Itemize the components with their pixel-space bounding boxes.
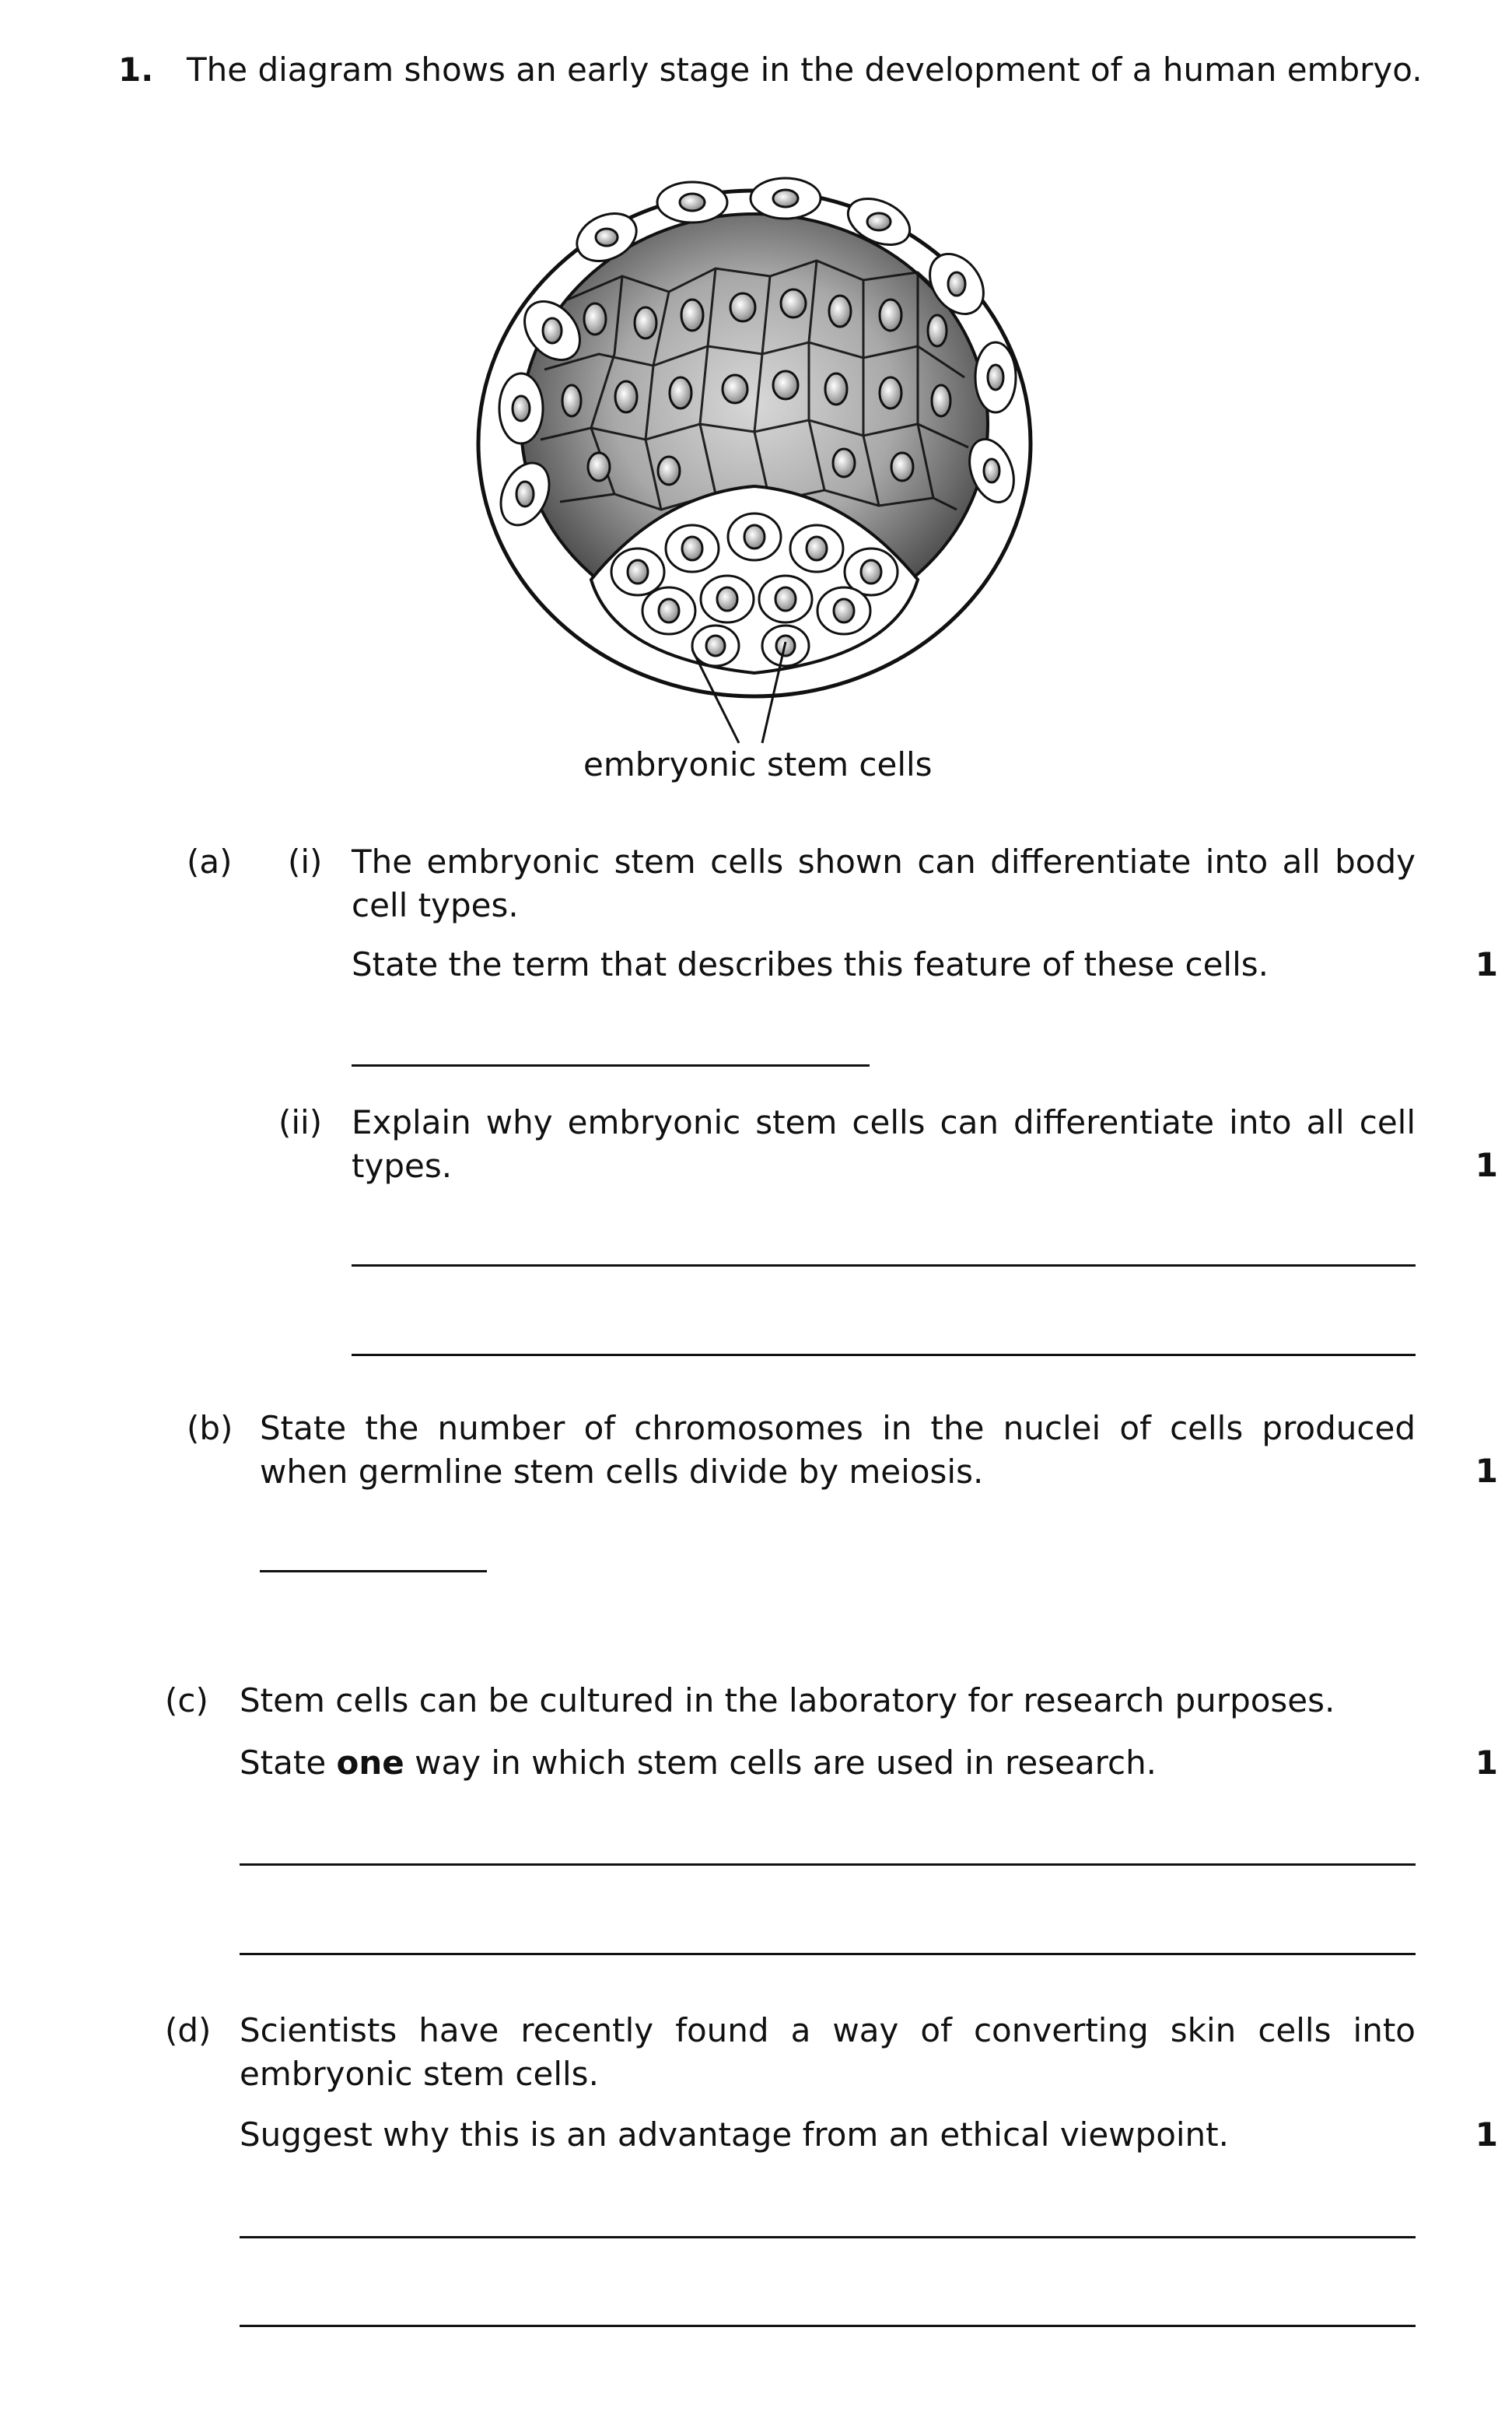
part-b-marks: 1: [1475, 1452, 1498, 1490]
answer-line-b[interactable]: [260, 1570, 487, 1572]
answer-line-d-2[interactable]: [240, 2325, 1416, 2327]
part-a-i-instruction: State the term that describes this feature of these cells.: [352, 945, 1269, 983]
answer-line-c-2[interactable]: [240, 1953, 1416, 1955]
part-c-label: (c): [165, 1681, 208, 1719]
part-c-text: Stem cells can be cultured in the laboratory for research purposes.: [240, 1681, 1335, 1719]
part-a-i-label: (i): [288, 843, 323, 881]
part-d-marks: 1: [1475, 2115, 1498, 2154]
part-a-ii-marks: 1: [1475, 1146, 1498, 1184]
part-d-text: Scientists have recently found a way of converting skin cells into embryonic stem cells.: [240, 2011, 1416, 2093]
answer-line-a-ii-2[interactable]: [352, 1354, 1416, 1356]
part-d-label: (d): [165, 2011, 212, 2049]
blastocyst-diagram: [459, 144, 1050, 782]
part-b-text: State the number of chromosomes in the nuclei of cells produced when germline stem cells divide by meiosis.: [260, 1409, 1416, 1491]
part-a-ii-text: Explain why embryonic stem cells can differentiate into all cell types.: [352, 1103, 1416, 1185]
answer-line-d-1[interactable]: [240, 2236, 1416, 2238]
part-a-i-text: The embryonic stem cells shown can differentiate into all body cell types.: [352, 843, 1416, 924]
part-a-ii-label: (ii): [278, 1103, 323, 1141]
part-a-i-marks: 1: [1475, 945, 1498, 983]
part-d-instruction: Suggest why this is an advantage from an ethical viewpoint.: [240, 2115, 1229, 2154]
part-c-instruction: State one way in which stem cells are used in research.: [240, 1744, 1157, 1782]
question-intro: The diagram shows an early stage in the development of a human embryo.: [187, 51, 1423, 89]
part-a-label: (a): [187, 843, 233, 881]
question-number: 1.: [118, 51, 154, 89]
answer-line-c-1[interactable]: [240, 1863, 1416, 1866]
diagram-label: embryonic stem cells: [583, 745, 933, 783]
answer-line-a-ii-1[interactable]: [352, 1264, 1416, 1267]
part-b-label: (b): [187, 1409, 233, 1447]
part-c-marks: 1: [1475, 1744, 1498, 1782]
answer-line-a-i[interactable]: [352, 1064, 870, 1067]
